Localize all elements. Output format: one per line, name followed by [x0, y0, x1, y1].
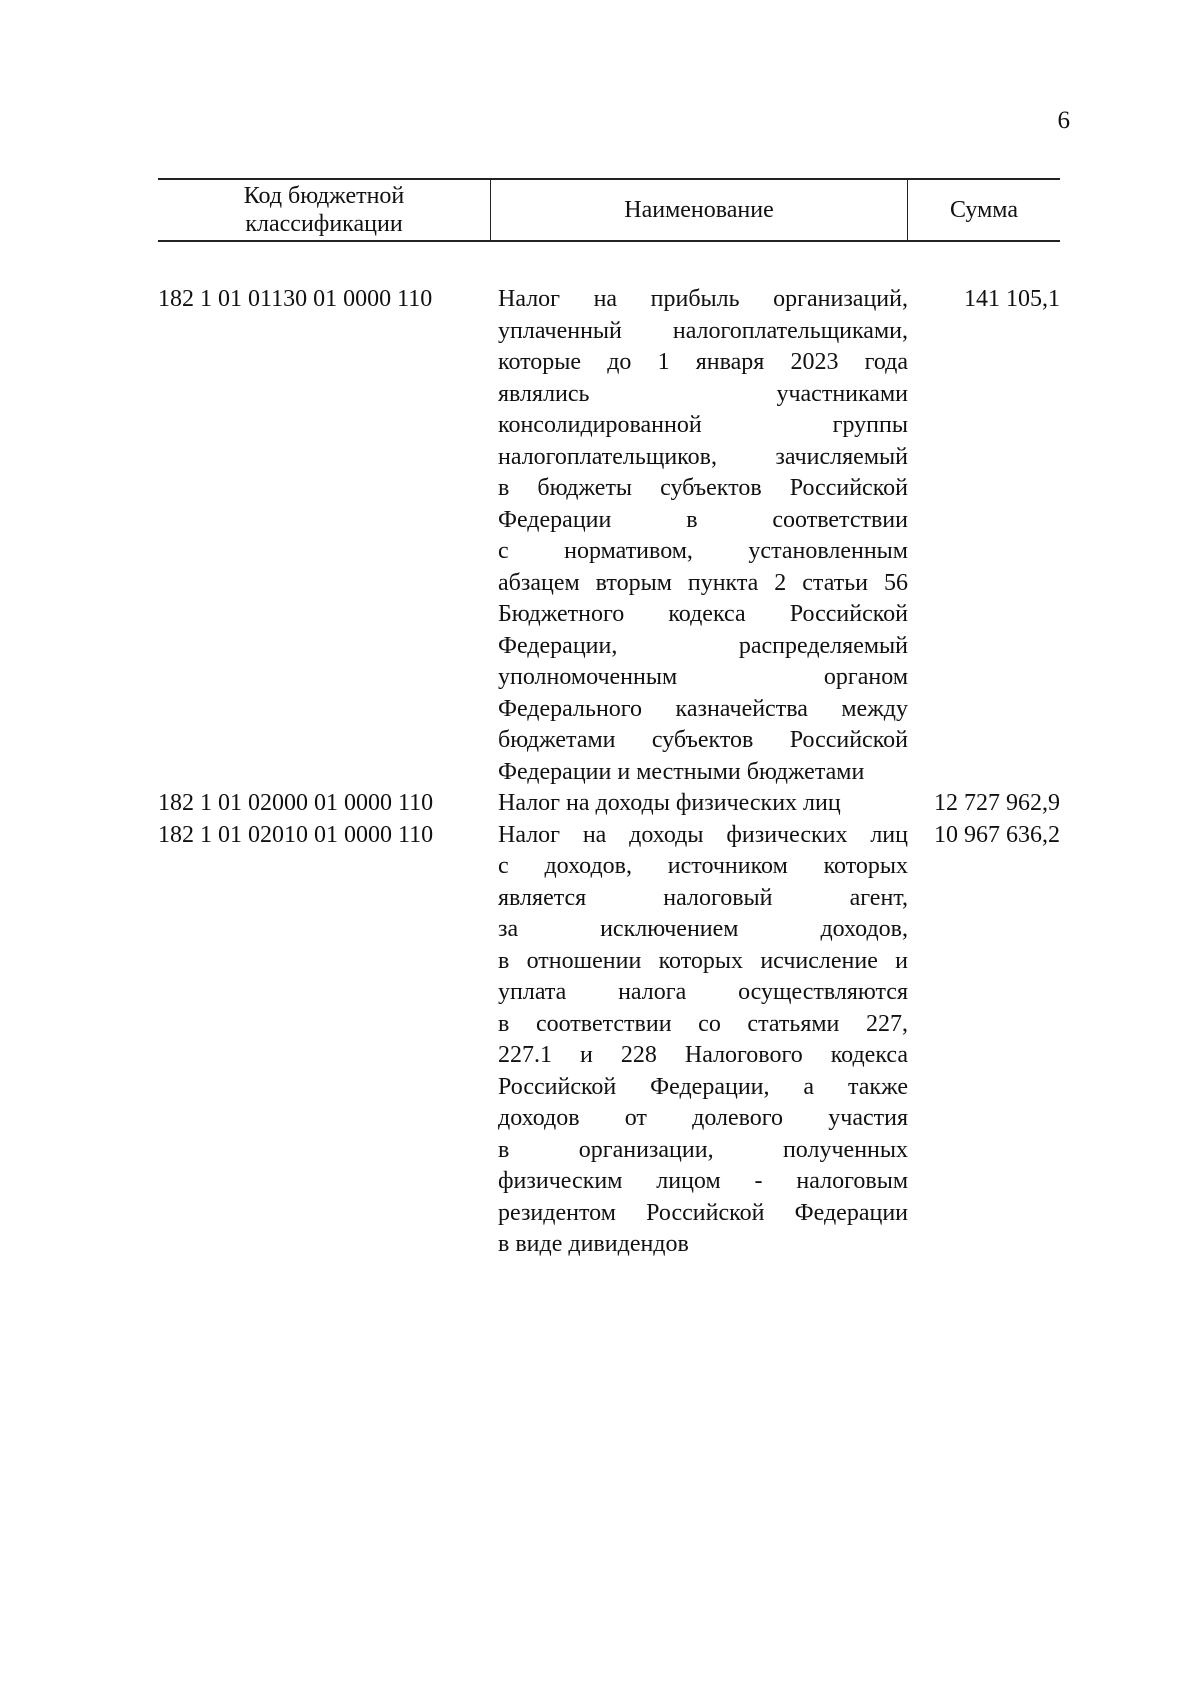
name-line: в бюджеты субъектов Российской — [498, 475, 908, 501]
name-line: в соответствии со статьями 227, — [498, 1010, 908, 1037]
name-line: Налог на доходы физических лиц — [498, 821, 908, 848]
name-line: в виде дивидендов — [498, 1231, 689, 1257]
name-line: физическим лицом - налоговым — [498, 1168, 908, 1194]
name-line: в организации, полученных — [498, 1136, 908, 1163]
name-line: которые до 1 января 2023 года — [498, 349, 908, 375]
header-code-column — [158, 180, 490, 240]
name-line: консолидированной группы — [498, 412, 908, 438]
name-cell — [490, 788, 908, 820]
name-line: Федерации и местными бюджетами — [498, 758, 865, 785]
table-header — [158, 178, 1060, 242]
sum-cell: 141 105,1 — [964, 286, 1060, 312]
name-line: резидентом Российской Федерации — [498, 1199, 908, 1226]
table-row — [158, 820, 1060, 1261]
header-code-label-line2: классификации — [245, 211, 403, 237]
header-sum-label: Сумма — [950, 196, 1018, 223]
name-cell — [490, 820, 908, 1261]
name-line: бюджетами субъектов Российской — [498, 727, 908, 753]
name-line: с доходов, источником которых — [498, 853, 908, 879]
header-sum-column — [908, 180, 1060, 240]
budget-code-cell: 182 1 01 01130 01 0000 110 — [158, 286, 433, 312]
name-line: Федерального казначейства между — [498, 695, 908, 722]
name-line: уплата налога осуществляются — [498, 979, 908, 1005]
budget-code-cell: 182 1 01 02000 01 0000 110 — [158, 790, 434, 816]
name-line: с нормативом, установленным — [498, 538, 908, 564]
name-line: в отношении которых исчисление и — [498, 947, 908, 974]
name-line: являлись участниками — [498, 380, 908, 407]
name-line: Российской Федерации, а также — [498, 1073, 908, 1100]
name-line: Налог на доходы физических лиц — [498, 790, 841, 816]
header-name-column — [490, 180, 908, 240]
name-line: налогоплательщиков, зачисляемый — [498, 443, 908, 470]
page-number: 6 — [1057, 107, 1070, 134]
name-line: доходов от долевого участия — [498, 1105, 908, 1131]
sum-cell: 10 967 636,2 — [934, 821, 1060, 848]
name-line: Налог на прибыль организаций, — [498, 286, 908, 312]
table-row — [158, 788, 1060, 820]
header-code-label-line1: Код бюджетной — [243, 182, 405, 209]
name-line: 227.1 и 228 Налогового кодекса — [498, 1042, 908, 1068]
name-line: Федерации в соответствии — [498, 506, 908, 533]
name-line: уполномоченным органом — [498, 664, 908, 690]
name-cell — [490, 284, 908, 788]
name-line: за исключением доходов, — [498, 916, 908, 942]
name-line: Бюджетного кодекса Российской — [498, 601, 908, 627]
table-body — [158, 284, 1060, 1261]
sum-cell: 12 727 962,9 — [934, 790, 1060, 816]
table-row — [158, 284, 1060, 788]
name-line: уплаченный налогоплательщиками, — [498, 317, 908, 344]
name-line: является налоговый агент, — [498, 884, 908, 911]
name-line: абзацем вторым пункта 2 статьи 56 — [498, 569, 908, 596]
header-name-label: Наименование — [624, 196, 774, 223]
budget-code-cell: 182 1 01 02010 01 0000 110 — [158, 821, 434, 848]
name-line: Федерации, распределяемый — [498, 632, 908, 659]
